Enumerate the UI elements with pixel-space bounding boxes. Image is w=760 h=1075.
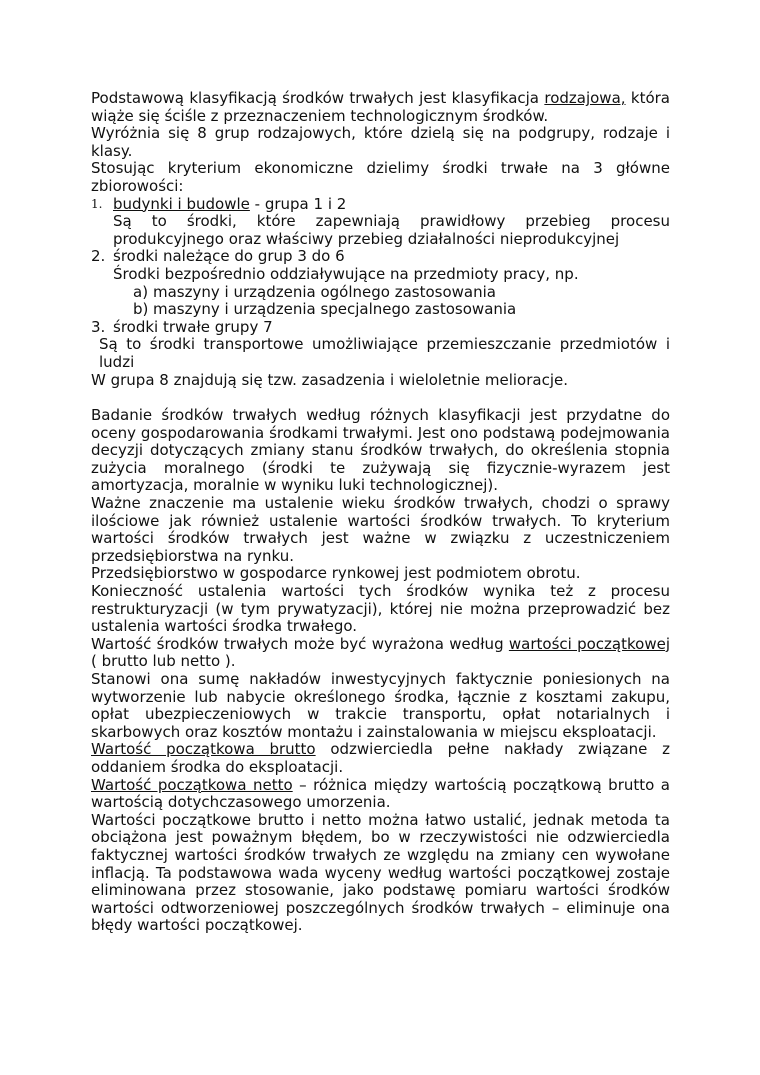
list-number-3: 3. xyxy=(91,317,106,336)
list-item-1 xyxy=(91,196,670,249)
net-text-after: – różnica między wartością początkową brutto a wartością dotychczasowego umorzenia. xyxy=(91,775,670,812)
sub-item-a-label: a) xyxy=(133,282,149,301)
paragraph-age: Ważne znaczenie ma ustalenie wieku środków trwałych, chodzi o sprawy ilościowe jak również ustalenie wartości środków trwałych. To kryterium wartości środków trwałych jest ważne w związku z uczestniczeniem przedsiębiorstwa na rynku. xyxy=(91,494,670,565)
list-item-3 xyxy=(91,319,670,372)
gross-text-after: odzwierciedla pełne nakłady związane z oddaniem środka do eksploatacji. xyxy=(91,740,670,776)
value-underlined-term: wartości początkowej xyxy=(508,634,670,653)
paragraph-gross xyxy=(91,741,670,776)
list-item-1-title xyxy=(113,196,670,214)
paragraph-inflation: Wartości początkowe brutto i netto można łatwo ustalić, jednak metoda ta obciążona jest poważnym błędem, bo w rzeczywistości nie odzwierciedla faktycznej wartości środków trwałych ze względu na zmiany cen wywołane inflacją. Ta podstawowa wada wyceny według wartości początkowej zostaje eliminowana przez stosowanie, jako podstawę pomiaru wartości środków wartości odtworzeniowej poszczególnych środków trwałych – eliminuje ona błędy wartości początkowej. xyxy=(91,810,670,935)
value-text-after: ( brutto lub netto ). xyxy=(91,652,236,671)
list-item-2-body: Środki bezpośrednio oddziaływujące na przedmioty pracy, np. xyxy=(113,264,579,283)
sub-item-a xyxy=(133,284,670,302)
list-item-3-body: Są to środki transportowe umożliwiające przemieszczanie przedmiotów i ludzi xyxy=(99,335,670,371)
net-underlined-term: Wartość początkowa netto xyxy=(91,775,293,794)
list-item-1-body: Są to środki, które zapewniają prawidłowy przebieg procesu produkcyjnego oraz właściwy przebieg działalności nieprodukcyjnej xyxy=(113,212,670,248)
intro-text-before: Podstawową klasyfikacją środków trwałych jest klasyfikacja xyxy=(91,89,545,107)
intro-underlined-term: rodzajowa, xyxy=(544,89,626,107)
sub-item-a-text: maszyny i urządzenia ogólnego zastosowania xyxy=(153,282,496,301)
list-number-2: 2. xyxy=(91,247,106,266)
intro-text-after: która wiąże się ściśle z przeznaczeniem technologicznym środków. xyxy=(91,89,670,125)
paragraph-value xyxy=(91,636,670,671)
sub-item-b-label: b) xyxy=(133,300,149,319)
paragraph-spacer xyxy=(91,389,670,407)
paragraph-restructuring: Konieczność ustalenia wartości tych środków wynika też z procesu restrukturyzacji (w tym prywatyzacji), której nie można przeprowadzić bez ustalenia wartości środka trwałego. xyxy=(91,582,670,636)
paragraph-research: Badanie środków trwałych według różnych klasyfikacji jest przydatne do oceny gospodarowania środkami trwałymi. Jest ono podstawą podejmowania decyzji dotyczących zmiany stanu środków trwałych, do określenia stopnia zużycia moralnego (środki te zużywają się fizycznie-wyrazem jest amortyzacja, moralnie w wyniku luki technologicznej). xyxy=(91,406,670,495)
paragraph-group-8: W grupa 8 znajdują się tzw. zasadzenia i wieloletnie melioracje. xyxy=(91,370,568,389)
paragraph-criterion: Stosując kryterium ekonomiczne dzielimy środki trwałe na 3 główne zbiorowości: xyxy=(91,159,670,195)
paragraph-enterprise: Przedsiębiorstwo w gospodarce rynkowej jest podmiotem obrotu. xyxy=(91,564,581,583)
list-item-2-title: środki należące do grup 3 do 6 xyxy=(113,247,345,266)
paragraph-intro xyxy=(91,90,670,125)
document-page xyxy=(91,90,670,935)
sub-item-b-text: maszyny i urządzenia specjalnego zastosowania xyxy=(153,300,517,319)
list-item-3-title: środki trwałe grupy 7 xyxy=(113,317,273,336)
sub-item-b xyxy=(133,301,670,319)
list-item-2 xyxy=(91,248,670,318)
paragraph-net xyxy=(91,777,670,812)
paragraph-investment: Stanowi ona sumę nakładów inwestycyjnych faktycznie poniesionych na wytworzenie lub nabycie określonego środka, łącznie z kosztami zakupu, opłat ubezpieczeniowych w trakcie transportu, opłat notarialnych i skarbowych oraz kosztów montażu i zainstalowania w miejscu eksploatacji. xyxy=(91,670,670,741)
list-number-1: 1. xyxy=(91,196,103,211)
list-item-1-title-rest: - grupa 1 i 2 xyxy=(249,194,347,213)
value-text-before: Wartość środków trwałych może być wyrażona według xyxy=(91,634,509,653)
gross-underlined-term: Wartość początkowa brutto xyxy=(91,740,316,759)
paragraph-groups: Wyróżnia się 8 grup rodzajowych, które dzielą się na podgrupy, rodzaje i klasy. xyxy=(91,124,670,160)
list-item-1-title-underlined: budynki i budowle xyxy=(113,194,250,213)
